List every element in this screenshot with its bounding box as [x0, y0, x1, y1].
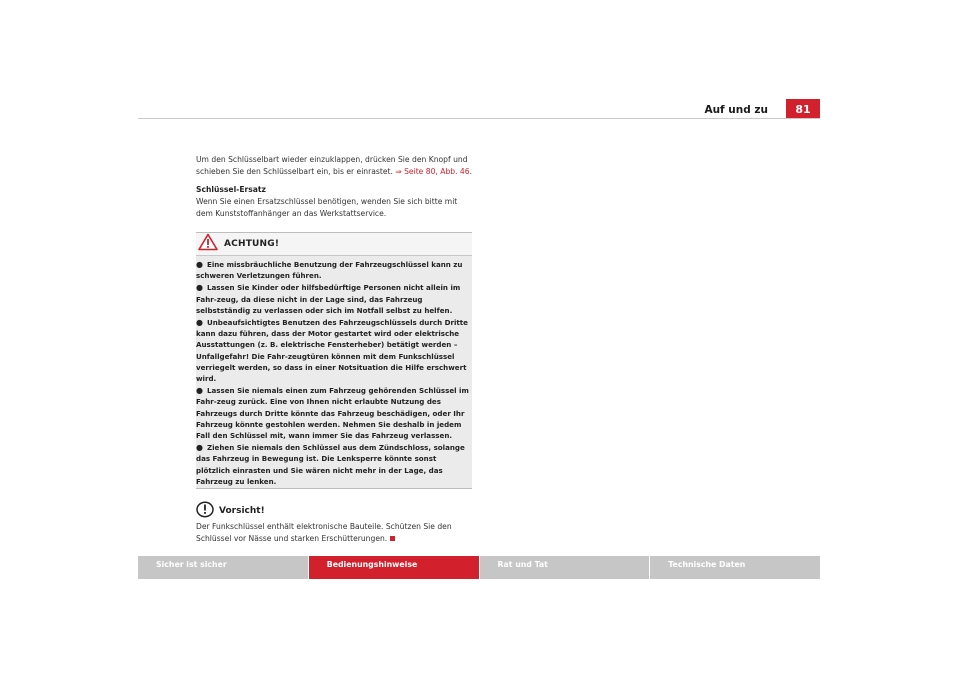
page-number-badge: 81	[786, 99, 820, 119]
bullet-icon: ●	[196, 283, 203, 293]
warning-item-text: Eine missbräuchliche Benutzung der Fahrzeugschlüssel kann zu schweren Verletzungen führen.	[196, 260, 463, 281]
caution-exclamation-icon	[196, 501, 214, 522]
bullet-icon: ●	[196, 443, 203, 453]
bullet-icon: ●	[196, 318, 203, 328]
caution-header	[196, 501, 472, 521]
warning-item	[196, 441, 472, 487]
warning-triangle-icon	[198, 233, 218, 255]
caution-body: Der Funkschlüssel enthält elektronische Bauteile. Schützen Sie den Schlüssel vor Nässe und starken Erschütterungen.	[196, 522, 452, 544]
warning-header	[196, 233, 472, 256]
paragraph-end: .	[469, 167, 472, 176]
warning-item	[196, 281, 472, 316]
warning-item-text: Ziehen Sie niemals den Schlüssel aus dem Zündschloss, solange das Fahrzeug in Bewegung ist. Die Lenksperre könnte sonst plötzlich einrasten und Sie wären nicht mehr in der Lage, das Fahrzeug zu lenken.	[196, 443, 465, 486]
subheading-key-replacement: Schlüssel-Ersatz	[196, 185, 266, 194]
footer-tab-bedienung[interactable]: Bedienungshinweise	[309, 556, 479, 579]
header-divider	[138, 118, 820, 119]
caution-text	[196, 521, 472, 545]
warning-item	[196, 258, 472, 281]
bullet-icon: ●	[196, 386, 203, 396]
footer-nav	[138, 556, 820, 579]
paragraph-text: Um den Schlüsselbart wieder einzuklappen, drücken Sie den Knopf und schieben Sie den Schlüsselbart ein, bis er einrastet.	[196, 155, 468, 176]
warning-title: ACHTUNG!	[224, 239, 280, 249]
page-header-title: Auf und zu	[704, 104, 768, 116]
footer-tab-sicher[interactable]: Sicher ist sicher	[138, 556, 308, 579]
bullet-icon: ●	[196, 260, 203, 269]
warning-item-text: Lassen Sie Kinder oder hilfsbedürftige Personen nicht allein im Fahr-zeug, da diese nicht in der Lage sind, das Fahrzeug selbstständig zu verlassen oder sich im Notfall selbst zu helfen.	[196, 283, 461, 315]
warning-item	[196, 384, 472, 441]
caution-title: Vorsicht!	[219, 506, 265, 517]
paragraph-replacement-key: Wenn Sie einen Ersatzschlüssel benötigen, wenden Sie sich bitte mit dem Kunststoffanhänger an das Werkstattservice.	[196, 197, 458, 218]
section-end-mark	[390, 536, 395, 541]
main-content	[196, 154, 472, 545]
cross-reference-link[interactable]: ⇒ Seite 80, Abb. 46	[395, 167, 470, 176]
warning-list	[196, 256, 472, 487]
footer-tab-rat[interactable]: Rat und Tat	[480, 556, 650, 579]
paragraph-key-fold	[196, 154, 472, 178]
warning-item-text: Unbeaufsichtigtes Benutzen des Fahrzeugschlüssels durch Dritte kann dazu führen, dass der Motor gestartet wird oder elektrische Ausstattungen (z. B. elektrische Fensterheber) betätigt werden – Unfallgefahr! Die Fahr-zeugtüren können mit dem Funkschlüssel verriegelt werden, so dass in einer Notsituation die Hilfe erschwert wird.	[196, 318, 468, 384]
footer-tab-technik[interactable]: Technische Daten	[650, 556, 820, 579]
warning-item	[196, 316, 472, 384]
warning-item-text: Lassen Sie niemals einen zum Fahrzeug gehörenden Schlüssel im Fahr-zeug zurück. Eine von Ihnen nicht erlaubte Nutzung des Fahrzeugs durch Dritte könnte das Fahrzeug beschädigen, oder Ihr Fahrzeug könnte gestohlen werden. Nehmen Sie deshalb in jedem Fall den Schlüssel mit, wann immer Sie das Fahrzeug verlassen.	[196, 386, 469, 441]
warning-box	[196, 232, 472, 489]
